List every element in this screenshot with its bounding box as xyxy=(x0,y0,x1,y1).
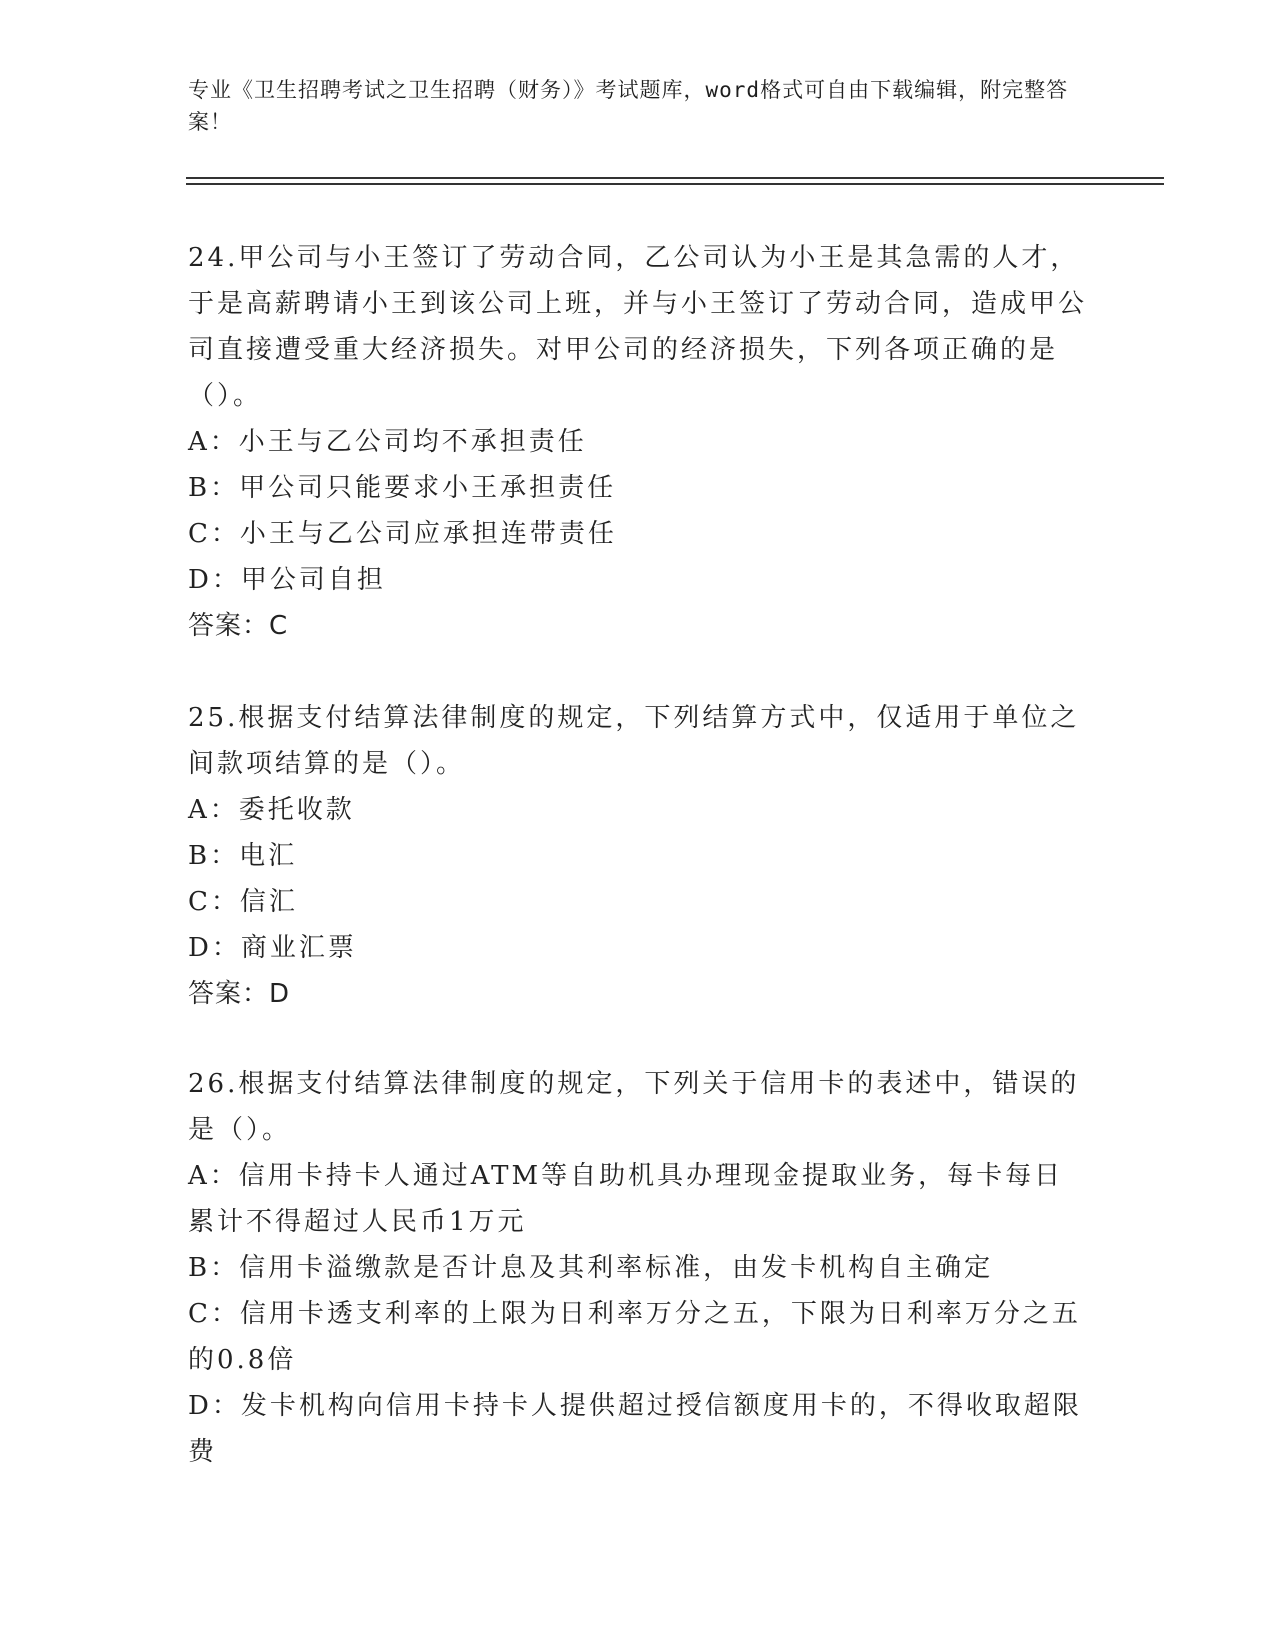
option-c: C：小王与乙公司应承担连带责任 xyxy=(188,519,617,549)
option-a: A：委托收款 xyxy=(188,795,355,825)
question-25 xyxy=(188,695,1088,1017)
option-a: A：小王与乙公司均不承担责任 xyxy=(188,427,587,457)
option-a: A：信用卡持卡人通过ATM等自助机具办理现金提取业务，每卡每日累计不得超过人民币1万元 xyxy=(188,1161,1064,1237)
header-divider-top xyxy=(186,177,1164,179)
answer-line: 答案：D xyxy=(188,979,291,1009)
question-text: 25.根据支付结算法律制度的规定，下列结算方式中，仅适用于单位之间款项结算的是（）。 xyxy=(188,703,1080,779)
question-text: 26.根据支付结算法律制度的规定，下列关于信用卡的表述中，错误的是（）。 xyxy=(188,1069,1080,1145)
header-divider-bottom xyxy=(186,183,1164,185)
option-d: D：商业汇票 xyxy=(188,933,357,963)
question-26 xyxy=(188,1061,1088,1475)
option-d: D：发卡机构向信用卡持卡人提供超过授信额度用卡的，不得收取超限费 xyxy=(188,1391,1082,1467)
option-c: C：信用卡透支利率的上限为日利率万分之五，下限为日利率万分之五的0.8倍 xyxy=(188,1299,1081,1375)
option-b: B：信用卡溢缴款是否计息及其利率标准，由发卡机构自主确定 xyxy=(188,1253,994,1283)
answer-line: 答案：C xyxy=(188,611,289,641)
option-b: B：甲公司只能要求小王承担责任 xyxy=(188,473,617,503)
option-d: D：甲公司自担 xyxy=(188,565,386,595)
option-c: C：信汇 xyxy=(188,887,298,917)
option-b: B：电汇 xyxy=(188,841,298,871)
question-24 xyxy=(188,235,1088,649)
document-header: 专业《卫生招聘考试之卫生招聘（财务）》考试题库，word格式可自由下载编辑，附完整答案！ xyxy=(188,78,1069,134)
question-text: 24.甲公司与小王签订了劳动合同，乙公司认为小王是其急需的人才，于是高薪聘请小王到该公司上班，并与小王签订了劳动合同，造成甲公司直接遭受重大经济损失。对甲公司的经济损失，下列各项正确的是（）。 xyxy=(188,243,1088,411)
